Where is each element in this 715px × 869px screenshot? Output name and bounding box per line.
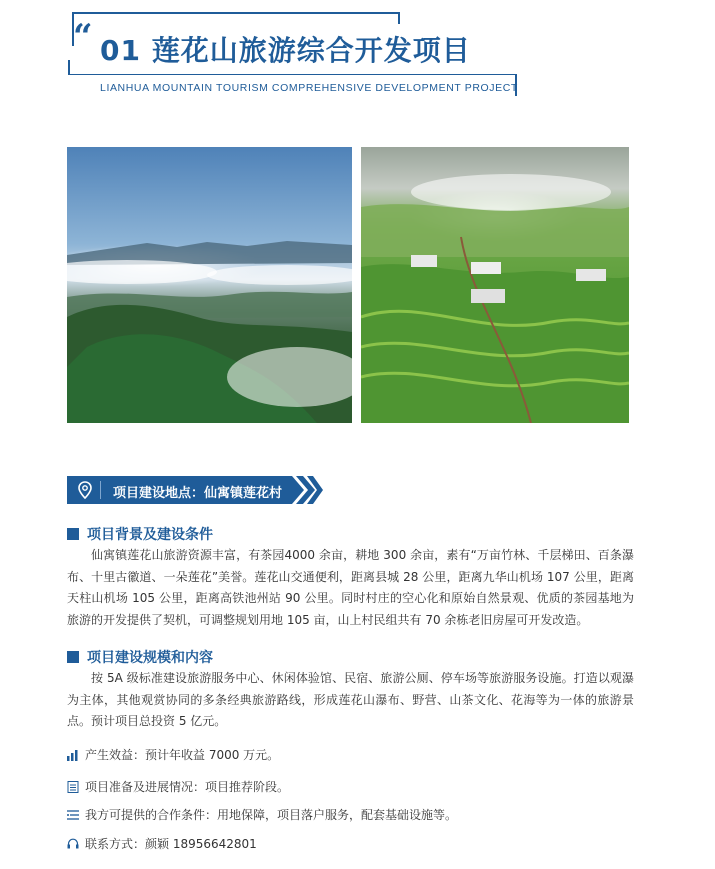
section-square-icon bbox=[67, 651, 79, 663]
headset-icon bbox=[67, 838, 79, 850]
bar-chart-icon bbox=[67, 749, 79, 761]
header-underline bbox=[68, 74, 516, 75]
background-paragraph: 仙寓镇莲花山旅游资源丰富，有茶园4000 余亩，耕地 300 余亩，素有“万亩竹林、千层梯田、百条瀑布、十里古徽道、一朵莲花”美誉。莲花山交通便利，距离县城 28 公里，距离九华山机场 107 公里，距离天柱山机场 105 公里，距离高铁池州站 90 公里。同时村庄的空心化和原始自然景观、优质的茶园基地为旅游的开发提供了契机，可调整规划用地 105 亩，山上村民组共有 70 余栋老旧房屋可开发改造。 bbox=[67, 548, 634, 627]
section-heading-scale bbox=[67, 647, 213, 667]
scale-paragraph: 按 5A 级标准建设旅游服务中心、休闲体验馆、民宿、旅游公厕、停车场等旅游服务设施。打造以观瀑为主体，其他观赏协同的多条经典旅游路线，形成莲花山瀑布、野营、山茶文化、花海等为一体的旅游景点。预计项目总投资 5 亿元。 bbox=[67, 671, 634, 728]
quote-mark-icon: “ bbox=[73, 17, 93, 57]
info-text: 项目准备及进展情况：项目推荐阶段。 bbox=[85, 780, 290, 794]
header-frame-top bbox=[72, 12, 400, 14]
info-text: 产生效益：预计年收益 7000 万元。 bbox=[85, 748, 280, 762]
tea-terraces-photo bbox=[361, 147, 629, 423]
location-text: 项目建设地点：仙寓镇莲花村 bbox=[113, 486, 283, 501]
location-banner bbox=[67, 476, 323, 504]
section-heading-text: 项目建设规模和内容 bbox=[87, 650, 213, 666]
location-pin-icon bbox=[75, 480, 95, 500]
info-text: 联系方式：颜颖 18956642801 bbox=[85, 837, 257, 851]
page-subtitle: LIANHUA MOUNTAIN TOURISM COMPREHENSIVE DEVELOPMENT PROJECT bbox=[100, 82, 518, 94]
header-frame-corner bbox=[68, 60, 70, 75]
document-icon bbox=[67, 781, 79, 793]
section-square-icon bbox=[67, 528, 79, 540]
header-frame-right bbox=[398, 12, 400, 24]
info-row-contact bbox=[67, 835, 257, 852]
section-heading-background bbox=[67, 524, 213, 544]
list-icon bbox=[67, 809, 79, 821]
mountain-clouds-photo bbox=[67, 147, 352, 423]
section-heading-text: 项目背景及建设条件 bbox=[87, 527, 213, 543]
info-text: 我方可提供的合作条件：用地保障，项目落户服务，配套基础设施等。 bbox=[85, 808, 458, 822]
info-row-conditions bbox=[67, 806, 457, 823]
info-row-progress bbox=[67, 778, 289, 795]
info-row-benefit bbox=[67, 746, 279, 763]
page-title: 01 莲花山旅游综合开发项目 bbox=[100, 34, 471, 67]
